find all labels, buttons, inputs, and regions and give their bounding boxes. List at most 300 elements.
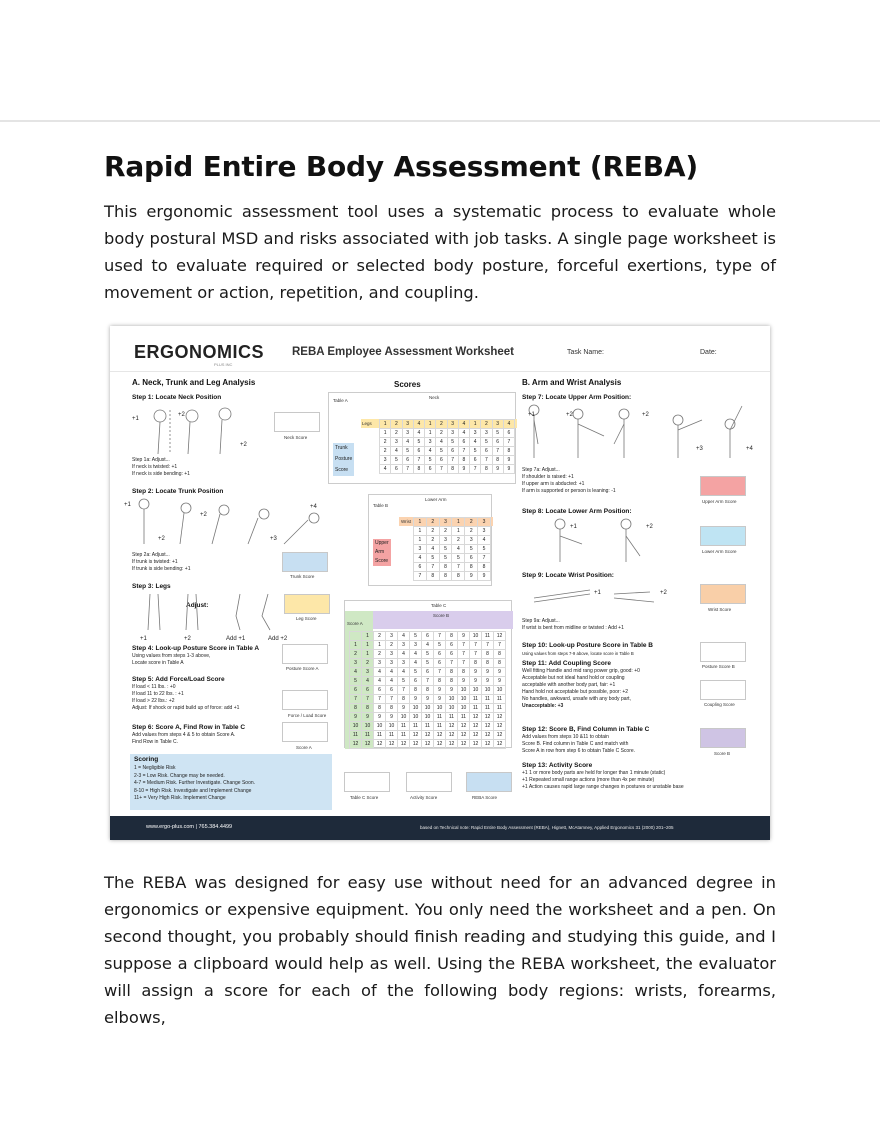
step3-title: Step 3: Legs [132,583,171,590]
table-cell: 2 [426,536,439,545]
date-label: Date: [700,349,717,356]
force-score-box[interactable] [282,690,328,710]
step7-title: Step 7: Locate Upper Arm Position: [522,394,632,401]
neck-positions-icon [130,404,270,456]
table-cell: 7 [414,572,427,581]
table-cell: 11 [494,704,506,713]
table-cell: 2 [362,659,374,668]
svg-text:+3: +3 [696,446,703,452]
table-cell: 12 [494,632,506,641]
table-cell: 8 [482,659,494,668]
table-cell: 3 [478,527,491,536]
table-cell: 3 [439,518,452,527]
table-cell: 2 [436,420,447,429]
step12-title: Step 12: Score B, Find Column in Table C [522,726,650,733]
table-cell: 6 [425,465,436,474]
svg-text:+2: +2 [646,524,653,530]
table-cell: 8 [494,650,506,659]
table-cell: 8 [446,677,458,686]
table-row [350,740,506,749]
activity-score-label: Activity Score [410,795,438,800]
table-cell: 12 [494,740,506,749]
table-cell: 6 [492,438,503,447]
table-cell: 2 [452,536,465,545]
table-cell: 2 [391,429,402,438]
table-cell: 11 [482,632,494,641]
table-cell: 8 [482,650,494,659]
table-cell: 11 [446,713,458,722]
table-cell: 2 [465,518,478,527]
step13-text: +1 1 or more body parts are held for longer than 1 minute (static) +1 Repeated small range actions (more than 4x per minute) +1 Action causes rapid large range changes in postures or unstable base [522,770,684,790]
table-cell: 2 [380,447,391,456]
table-cell: 7 [494,641,506,650]
table-cell: 3 [470,429,481,438]
step1-title: Step 1: Locate Neck Position [132,394,222,401]
svg-text:+2: +2 [178,412,185,418]
table-cell: 2 [386,641,398,650]
table-cell: 9 [434,686,446,695]
table-cell: 6 [470,456,481,465]
table-cell: 12 [482,731,494,740]
svg-text:+1: +1 [528,412,535,418]
body-paragraph: The REBA was designed for easy use without need for an advanced degree in ergonomics or expensive equipment. You only need the worksheet and a pen. On second thought, you probably should finish reading and studying this guide, and I suppose a clipboard would help as well. Using the REBA worksheet, the evaluator will assign a score for each of the following body regions: wrists, forearms, elbows, [104,873,776,1027]
table-cell: 4 [426,545,439,554]
table-cell: 1 [425,420,436,429]
svg-text:+3: +3 [270,536,277,542]
table-row [350,632,506,641]
table-cell: 8 [452,572,465,581]
table-cell: 12 [458,731,470,740]
table-cell: 12 [422,740,434,749]
table-cell: 5 [470,447,481,456]
table-cell: 12 [470,722,482,731]
wrist-score-label: Wrist Score [708,607,732,612]
table-cell: 6 [434,650,446,659]
table-cell: 5 [350,677,362,686]
svg-text:+2: +2 [200,512,207,518]
svg-text:+2: +2 [240,442,247,448]
posture-score-b-label: Posture Score B [702,664,735,669]
table-cell: 5 [447,438,458,447]
table-cell: 9 [478,572,491,581]
svg-text:+1: +1 [124,502,131,508]
table-cell: 5 [398,677,410,686]
table-cell: 7 [426,563,439,572]
table-cell: 7 [422,677,434,686]
table-cell: 8 [446,668,458,677]
table-cell: 9 [398,704,410,713]
table-cell: 6 [465,554,478,563]
table-cell: 7 [350,695,362,704]
top-bar [0,0,880,122]
table-a-label: Table A [333,398,348,403]
table-cell: 7 [481,456,492,465]
worksheet-logo-sub: PLUS INC [214,362,233,367]
table-cell: 2 [436,429,447,438]
table-cell: 2 [481,420,492,429]
table-cell: 12 [470,731,482,740]
svg-text:+1: +1 [132,416,139,422]
scoring-title: Scoring [134,756,159,763]
table-row [380,420,515,429]
table-cell: 3 [386,632,398,641]
table-cell [350,632,362,641]
table-cell: 6 [434,659,446,668]
table-cell: 8 [439,572,452,581]
table-row [414,545,491,554]
table-cell: 8 [458,456,469,465]
table-cell: 3 [447,429,458,438]
table-cell: 8 [362,704,374,713]
table-cell: 4 [402,438,413,447]
table-cell: 5 [422,659,434,668]
table-cell: 9 [458,632,470,641]
scores-title: Scores [394,380,421,389]
table-cell: 11 [470,704,482,713]
table-cell: 1 [380,420,391,429]
worksheet-title: REBA Employee Assessment Worksheet [292,346,514,358]
table-cell: 8 [398,695,410,704]
table-cell: 8 [446,632,458,641]
table-cell: 11 [494,695,506,704]
table-cell: 11 [398,731,410,740]
table-cell: 1 [380,429,391,438]
step13-title: Step 13: Activity Score [522,762,593,769]
step1a-text: Step 1a: Adjust... If neck is twisted: +1 If neck is side bending: +1 [132,457,190,477]
table-cell: 8 [413,465,424,474]
table-cell: 11 [374,731,386,740]
table-cell: 7 [470,641,482,650]
table-cell: 12 [446,722,458,731]
posture-score-a-box[interactable] [282,644,328,664]
table-cell: 3 [478,518,491,527]
score-a-box[interactable] [282,722,328,742]
table-cell: 7 [436,465,447,474]
article-title: Rapid Entire Body Assessment (REBA) [104,150,698,183]
legs-adjust-label: Adjust: [186,602,209,609]
svg-text:+1: +1 [594,590,601,596]
lower-arm-score-label: Lower Arm Score [702,549,737,554]
table-a-legs-label: Legs [362,421,372,426]
table-cell: 11 [398,722,410,731]
table-cell: 8 [374,704,386,713]
table-cell: 5 [465,545,478,554]
table-cell: 4 [374,668,386,677]
table-cell: 11 [482,704,494,713]
task-name-label: Task Name: [567,349,604,356]
table-cell: 3 [380,456,391,465]
table-cell: 12 [398,740,410,749]
table-c-grid [349,631,506,749]
leg-score-box[interactable] [284,594,330,614]
step6-text: Add values from steps 4 & 5 to obtain Score A. Find Row in Table C. [132,732,236,745]
table-cell: 3 [465,536,478,545]
table-cell: 6 [503,429,514,438]
score-b-label: Score B [714,751,731,756]
table-cell: 10 [422,704,434,713]
trunk-score-box[interactable] [282,552,328,572]
score-a-label: Score A [296,745,312,750]
table-cell: 12 [422,731,434,740]
table-row [414,563,491,572]
table-cell: 1 [452,527,465,536]
table-cell: 8 [410,686,422,695]
upper-arm-score-box[interactable] [700,476,746,496]
table-cell: 10 [350,722,362,731]
svg-text:+2: +2 [660,590,667,596]
table-cell: 7 [413,456,424,465]
table-c-score-box[interactable] [344,772,390,792]
table-cell: 10 [362,722,374,731]
table-row [414,572,491,581]
table-cell: 1 [374,641,386,650]
svg-text:+2: +2 [642,412,649,418]
footer-contact: www.ergo-plus.com | 765.384.4499 [146,824,233,830]
scoring-list: 1 = Negligible Risk 2-3 = Low Risk. Change may be needed. 4-7 = Medium Risk. Further Investigate. Change Soon. 8-10 = High Risk. Investigate and Implement Change 11+ = Very High Risk. Implement Change [134,765,256,801]
table-cell: 9 [434,695,446,704]
table-cell: 7 [458,447,469,456]
table-cell: 7 [470,465,481,474]
table-cell: 7 [398,686,410,695]
table-cell: 3 [439,536,452,545]
table-cell: 4 [362,677,374,686]
table-cell: 4 [350,668,362,677]
table-cell: 7 [434,668,446,677]
table-cell: 2 [350,650,362,659]
table-cell: 11 [434,713,446,722]
table-cell: 6 [436,456,447,465]
table-cell: 9 [503,465,514,474]
table-cell: 5 [413,438,424,447]
table-cell: 8 [426,572,439,581]
table-cell: 1 [452,518,465,527]
table-cell: 12 [494,731,506,740]
table-cell: 9 [482,677,494,686]
table-cell: 9 [446,686,458,695]
table-cell: 10 [458,704,470,713]
table-row [350,722,506,731]
table-cell: 4 [458,429,469,438]
table-cell: 6 [410,677,422,686]
coupling-score-label: Coupling Score [704,702,735,707]
table-cell: 6 [446,650,458,659]
table-cell: 12 [482,722,494,731]
table-cell: 4 [470,438,481,447]
table-cell: 5 [410,632,422,641]
table-c-score-a-label: Score A [347,621,363,626]
table-cell: 3 [402,420,413,429]
table-cell: 6 [413,447,424,456]
table-cell: 5 [492,429,503,438]
table-cell: 3 [492,420,503,429]
table-cell: 9 [470,677,482,686]
table-cell: 7 [478,554,491,563]
table-cell: 9 [465,572,478,581]
step11-text: Well fitting Handle and mid rang power grip, good: +0 Acceptable but not ideal hand hold or coupling acceptable with another body part, fair: +1 Hand hold not acceptable but possible, poor: +2 No handles, awkward, unsafe with any body part, Unacceptable: +3 [522,668,640,709]
coupling-score-box[interactable] [700,680,746,700]
table-cell: 8 [503,447,514,456]
table-a [328,392,516,484]
step8-title: Step 8: Locate Lower Arm Position: [522,508,632,515]
table-cell: 10 [398,713,410,722]
table-cell: 3 [402,429,413,438]
step12-text: Add values from steps 10 &11 to obtain Score B. Find column in Table C and match with Score A in row from step 6 to obtain Table C Score. [522,734,636,754]
table-cell: 11 [362,731,374,740]
lower-arm-positions-icon [530,516,680,566]
wrist-positions-icon [530,580,680,614]
neck-score-label: Neck Score [284,435,308,440]
table-cell: 2 [391,420,402,429]
section-b-title: B. Arm and Wrist Analysis [522,378,622,387]
svg-text:+2: +2 [158,536,165,542]
table-cell: 3 [391,438,402,447]
table-cell: 11 [434,722,446,731]
table-cell: 10 [434,704,446,713]
score-b-box[interactable] [700,728,746,748]
step4-text: Using values from steps 1-3 above, Locate score in Table A [132,653,211,666]
table-cell: 4 [386,677,398,686]
posture-score-b-box[interactable] [700,642,746,662]
table-cell: 3 [481,429,492,438]
intro-paragraph: This ergonomic assessment tool uses a systematic process to evaluate whole body postural MSD and risks associated with job tasks. A single page worksheet is used to evaluate required or selected body posture, forceful exertions, type of movement or action, repetition, and coupling. [104,202,776,302]
table-cell: 4 [398,632,410,641]
table-cell: 7 [402,465,413,474]
table-cell: 10 [458,686,470,695]
table-cell: 9 [422,695,434,704]
table-cell: 12 [494,713,506,722]
table-cell: 12 [446,740,458,749]
step10-text: Using values from steps 7-9 above, locate score in Table B [522,651,634,656]
table-cell: 5 [410,668,422,677]
table-cell: 12 [410,731,422,740]
reba-score-box[interactable] [466,772,512,792]
table-cell: 4 [374,677,386,686]
worksheet-header [110,326,770,372]
table-b-grid [413,517,491,581]
table-cell: 3 [425,438,436,447]
table-cell: 8 [386,704,398,713]
table-cell: 6 [481,447,492,456]
table-cell: 8 [447,465,458,474]
table-cell: 4 [413,429,424,438]
table-cell: 11 [458,713,470,722]
table-cell: 4 [458,420,469,429]
table-cell: 12 [470,713,482,722]
table-cell: 1 [470,420,481,429]
table-cell: 8 [434,677,446,686]
table-cell: 4 [503,420,514,429]
table-row [380,456,515,465]
table-cell: 1 [414,518,427,527]
table-cell: 2 [439,527,452,536]
svg-text:Add +1: Add +1 [226,636,246,642]
table-b-lower-arm-label: Lower Arm [425,497,447,502]
table-cell: 2 [465,527,478,536]
table-cell: 10 [422,713,434,722]
table-cell: 7 [446,659,458,668]
table-cell: 2 [426,527,439,536]
step2-title: Step 2: Locate Trunk Position [132,488,224,495]
table-cell: 9 [494,677,506,686]
table-cell: 8 [481,465,492,474]
table-cell: 8 [494,659,506,668]
table-cell: 9 [362,713,374,722]
table-cell: 7 [458,641,470,650]
table-row [350,668,506,677]
activity-score-box[interactable] [406,772,452,792]
table-cell: 3 [350,659,362,668]
svg-text:+2: +2 [184,636,191,642]
table-cell: 10 [410,704,422,713]
step9a-text: Step 9a: Adjust... If wrist is bent from midline or twisted : Add +1 [522,618,624,631]
table-row [414,518,491,527]
table-cell: 6 [422,668,434,677]
table-cell: 11 [386,731,398,740]
table-b-upper-arm-label: Upper Arm Score [375,540,389,564]
table-cell: 7 [447,456,458,465]
table-cell: 5 [436,447,447,456]
table-cell: 5 [425,456,436,465]
table-cell: 6 [447,447,458,456]
svg-text:Add +2: Add +2 [268,636,288,642]
table-cell: 7 [434,632,446,641]
table-row [350,695,506,704]
table-cell: 5 [391,456,402,465]
lower-arm-score-box[interactable] [700,526,746,546]
step4-title: Step 4: Look-up Posture Score in Table A [132,645,260,652]
table-cell: 11 [470,695,482,704]
table-cell: 12 [458,722,470,731]
table-cell: 8 [470,659,482,668]
table-row [350,731,506,740]
table-cell: 8 [422,686,434,695]
table-b-label: Table B [373,503,389,508]
table-cell: 2 [374,650,386,659]
table-cell: 5 [426,554,439,563]
table-cell: 6 [422,632,434,641]
wrist-score-box[interactable] [700,584,746,604]
table-cell: 1 [425,429,436,438]
table-cell: 9 [458,677,470,686]
table-cell: 9 [458,465,469,474]
table-cell: 12 [362,740,374,749]
table-cell: 4 [452,545,465,554]
neck-score-box[interactable] [274,412,320,432]
table-cell: 6 [414,563,427,572]
table-b [368,494,492,586]
table-cell: 7 [374,695,386,704]
table-cell: 3 [386,659,398,668]
table-cell: 6 [350,686,362,695]
table-cell: 5 [452,554,465,563]
table-cell: 3 [398,659,410,668]
table-cell: 12 [458,740,470,749]
table-cell: 7 [470,650,482,659]
table-cell: 3 [410,641,422,650]
table-cell: 7 [458,659,470,668]
table-row [414,536,491,545]
table-cell: 12 [350,740,362,749]
table-row [380,438,515,447]
table-a-grid [379,419,515,474]
leg-score-label: Leg Score [296,616,317,621]
table-cell: 9 [492,465,503,474]
table-cell: 5 [434,641,446,650]
worksheet-footer [110,816,770,840]
table-row [350,704,506,713]
table-c-score-label: Table C Score [350,795,379,800]
table-cell: 3 [386,650,398,659]
